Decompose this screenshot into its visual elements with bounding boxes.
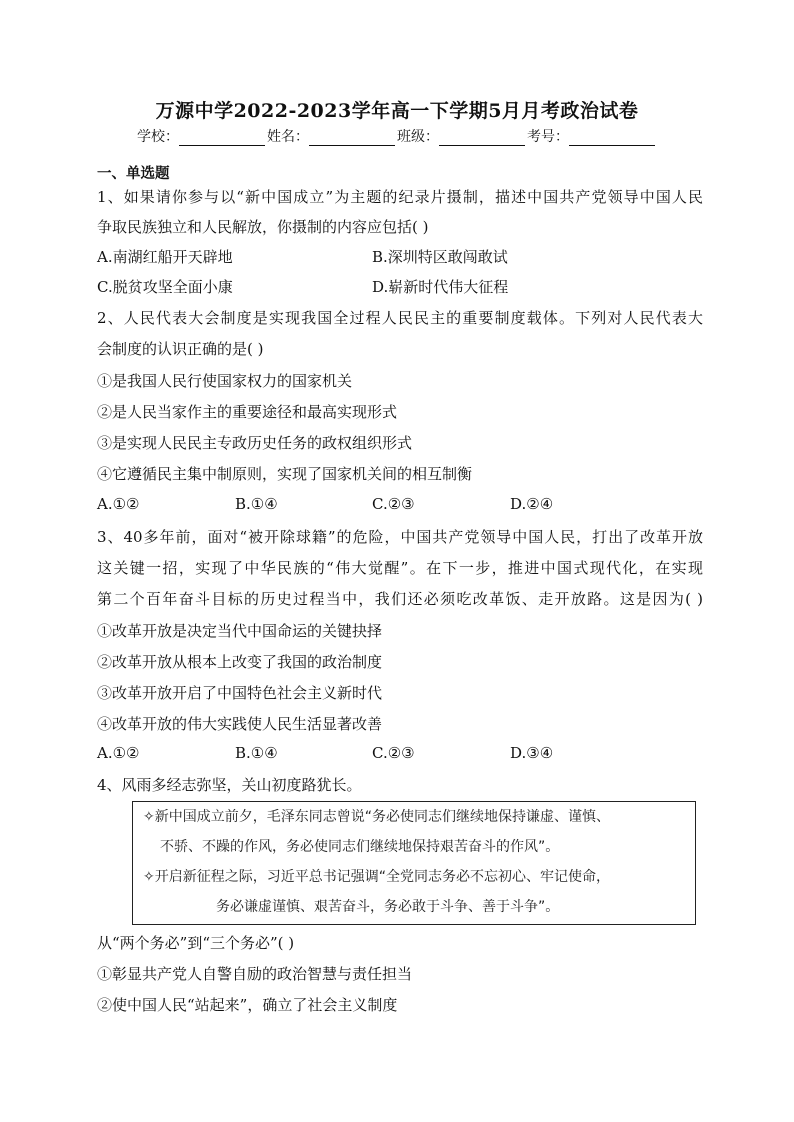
q3-option-d: D.③④ [510, 744, 554, 762]
q4-statement-1: ①彰显共产党人自警自励的政治智慧与责任担当 [97, 965, 413, 983]
name-field [267, 126, 397, 146]
q4-statement-2: ②使中国人民“站起来”，确立了社会主义制度 [97, 996, 398, 1014]
q3-option-a: A.①② [97, 744, 140, 762]
q1-stem-line: 1、如果请你参与以“新中国成立”为主题的纪录片摄制，描述中国共产党领导中国人民 [97, 188, 703, 206]
q2-statement-1: ①是我国人民行使国家权力的国家机关 [97, 372, 353, 390]
exam-number-label: 考号： [527, 129, 569, 145]
student-info-row [0, 126, 794, 146]
q3-statement-1: ①改革开放是决定当代中国命运的关键抉择 [97, 622, 383, 640]
q1-option-c: C.脱贫攻坚全面小康 [97, 278, 233, 296]
q1-option-d: D.崭新时代伟大征程 [372, 278, 509, 296]
class-blank [439, 129, 525, 146]
q3-stem-line: 3、40多年前，面对“被开除球籍”的危险，中国共产党领导中国人民，打出了改革开放 [97, 528, 703, 546]
class-field [397, 126, 527, 146]
q3-option-c: C.②③ [372, 744, 415, 762]
q3-statement-3: ③改革开放开启了中国特色社会主义新时代 [97, 684, 383, 702]
school-field [137, 126, 267, 146]
q3-stem-line: 这关键一招，实现了中华民族的“伟大觉醒”。在下一步，推进中国式现代化，在实现 [97, 559, 703, 577]
school-label: 学校： [137, 129, 179, 145]
q2-statement-3: ③是实现人民民主专政历史任务的政权组织形式 [97, 434, 413, 452]
q2-option-d: D.②④ [510, 495, 554, 513]
quote-line: 务必谦虚谨慎、艰苦奋斗，务必敢于斗争、善于斗争”。 [216, 899, 560, 915]
q2-stem-line: 会制度的认识正确的是( ) [97, 340, 264, 358]
section-title: 一、单选题 [97, 165, 170, 182]
quote-line: ✧新中国成立前夕，毛泽东同志曾说“务必使同志们继续地保持谦虚、谨慎、 [143, 809, 610, 825]
q3-stem-line: 第二个百年奋斗目标的历史过程当中，我们还必须吃改革饭、走开放路。这是因为( ) [97, 590, 703, 608]
quote-line: 不骄、不躁的作风，务必使同志们继续地保持艰苦奋斗的作风”。 [160, 839, 560, 855]
page-title: 万源中学2022-2023学年高一下学期5月月考政治试卷 [155, 100, 639, 122]
q1-stem-line: 争取民族独立和人民解放，你摄制的内容应包括( ) [97, 218, 429, 236]
q2-statement-2: ②是人民当家作主的重要途径和最高实现形式 [97, 403, 398, 421]
q2-option-c: C.②③ [372, 495, 415, 513]
q4-question-stem: 从“两个务必”到“三个务必”( ) [97, 934, 295, 952]
class-label: 班级： [397, 129, 439, 145]
name-blank [309, 129, 395, 146]
q2-stem-line: 2、人民代表大会制度是实现我国全过程人民民主的重要制度载体。下列对人民代表大 [97, 309, 703, 327]
q1-option-a: A.南湖红船开天辟地 [97, 248, 233, 266]
q2-option-b: B.①④ [235, 495, 278, 513]
q4-stem-line: 4、风雨多经志弥坚，关山初度路犹长。 [97, 776, 362, 794]
exam-number-blank [569, 129, 655, 146]
school-blank [179, 129, 265, 146]
q3-statement-4: ④改革开放的伟大实践使人民生活显著改善 [97, 715, 383, 733]
q3-statement-2: ②改革开放从根本上改变了我国的政治制度 [97, 653, 383, 671]
q2-option-a: A.①② [97, 495, 140, 513]
q3-option-b: B.①④ [235, 744, 278, 762]
quote-line: ✧开启新征程之际，习近平总书记强调“全党同志务必不忘初心、牢记使命， [143, 869, 610, 885]
exam-number-field [527, 126, 657, 146]
name-label: 姓名： [267, 129, 309, 145]
q1-option-b: B.深圳特区敢闯敢试 [372, 248, 508, 266]
q2-statement-4: ④它遵循民主集中制原则，实现了国家机关间的相互制衡 [97, 465, 473, 483]
